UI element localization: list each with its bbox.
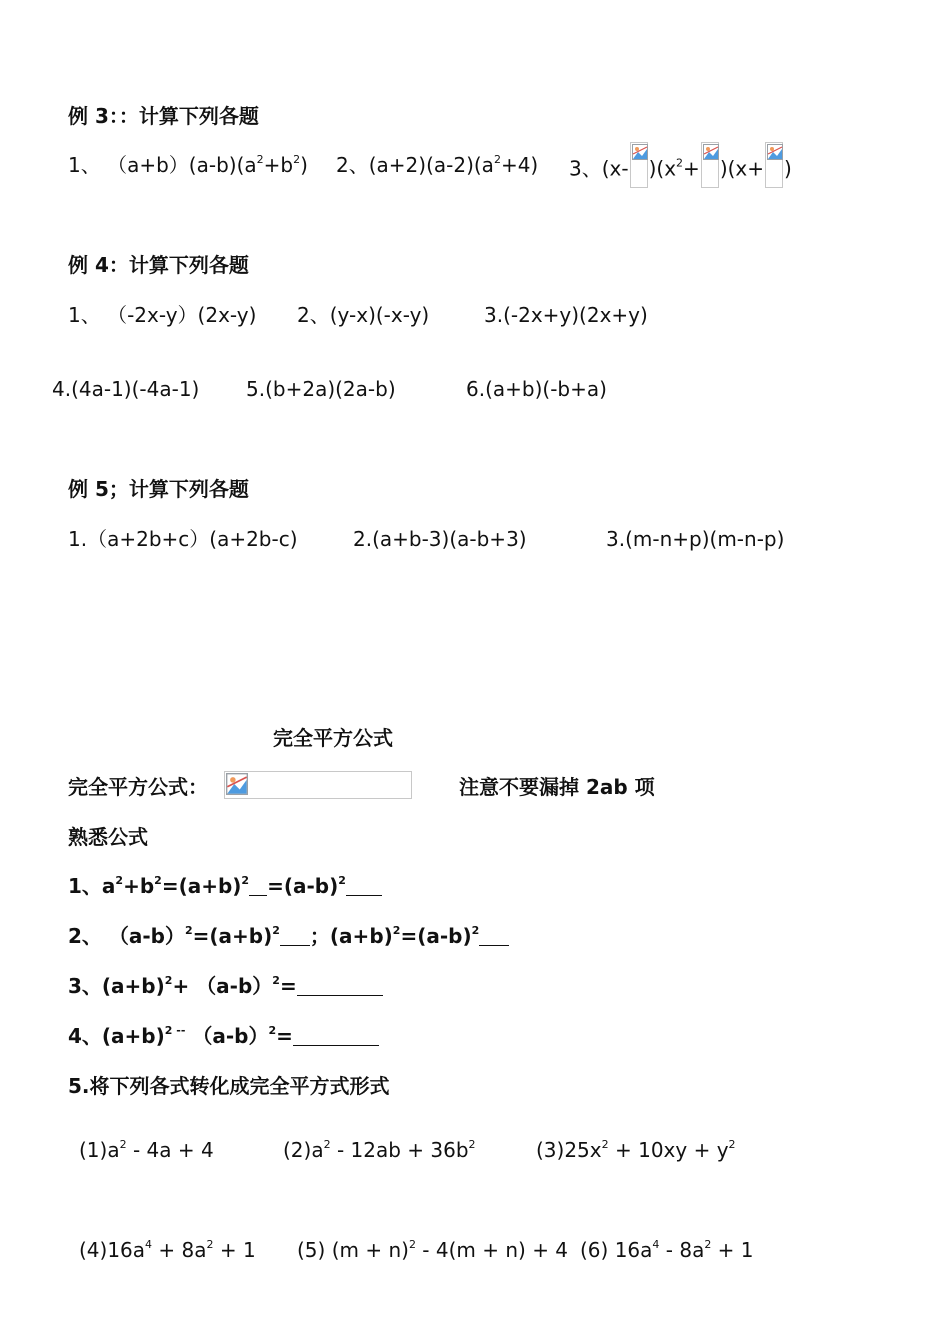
answer-blank[interactable] [346, 875, 382, 896]
example-4-item-1: 1、 （-2x-y）(2x-y) [68, 303, 257, 327]
question-2: 2、 $(a-b)^2=(a+b)^2$ ；$(a+b)^2=(a-b)^2$ [68, 923, 509, 949]
example-3-problem-2: 2、$(a+2)(a-2)(a^2+4)$ [336, 153, 539, 177]
expression-2: $(2)a^2 - 12ab + 36b^2$ [283, 1138, 476, 1162]
example-5-item-2: 2.(a+b-3)(a-b+3) [353, 527, 527, 551]
answer-blank[interactable] [479, 925, 509, 946]
broken-image-icon [701, 142, 719, 188]
question-5-title: 5.将下列各式转化成完全平方式形式 [68, 1074, 390, 1098]
familiar-formula-heading: 熟悉公式 [68, 825, 148, 849]
broken-image-icon [224, 771, 412, 799]
example-3-title: 例 3：：计算下列各题 [68, 104, 259, 128]
example-4-item-3: 3.(-2x+y)(2x+y) [484, 303, 648, 327]
example-3-problems [68, 152, 928, 192]
answer-blank[interactable] [297, 975, 383, 996]
question-1: 1、$a^2+b^2=(a+b)^2 =(a-b)^2$ [68, 873, 382, 899]
example-4-item-5: 5.(b+2a)(2a-b) [246, 377, 396, 401]
answer-blank[interactable] [249, 875, 267, 896]
expression-3: $(3)25x^2 + 10xy + y^2$ [536, 1138, 736, 1162]
example-5-item-3: 3.(m-n+p)(m-n-p) [606, 527, 785, 551]
example-3-problem-1: 1、 $(a+b)(a-b)(a^2+b^2)$ [68, 153, 308, 177]
expression-1: $(1)a^2 - 4a + 4$ [79, 1138, 214, 1162]
example-3-problem-3: 3、(x- )($x^2+$ )(x+ ) [569, 152, 792, 188]
example-4-item-6: 6.(a+b)(-b+a) [466, 377, 607, 401]
example-4-title: 例 4：计算下列各题 [68, 253, 249, 277]
note-text: 注意不要漏掉 2ab 项 [459, 775, 655, 799]
formula-image [224, 771, 412, 799]
broken-image-icon [630, 142, 648, 188]
example-5-item-1: 1.（a+2b+c）(a+2b-c) [68, 527, 298, 551]
question-4: 4、$(a+b)^{2 --}$ $(a-b)^2=$ [68, 1023, 379, 1049]
example-4-item-2: 2、(y-x)(-x-y) [297, 303, 430, 327]
example-4-item-4: 4.(4a-1)(-4a-1) [52, 377, 200, 401]
section-heading: 完全平方公式 [273, 726, 393, 750]
expression-4: $(4)16a^4 + 8a^2 + 1$ [79, 1238, 256, 1262]
answer-blank[interactable] [293, 1025, 379, 1046]
answer-blank[interactable] [280, 925, 310, 946]
example-5-title: 例 5；计算下列各题 [68, 477, 249, 501]
formula-label: 完全平方公式： [68, 775, 208, 799]
question-3: 3、$(a+b)^2+ (a-b)^2=$ [68, 973, 383, 999]
expression-5: (5) $(m + n)^2 - 4(m + n) + 4$ [297, 1238, 569, 1262]
broken-image-icon [765, 142, 783, 188]
expression-6: (6) $16a^4 - 8a^2 + 1$ [580, 1238, 754, 1262]
